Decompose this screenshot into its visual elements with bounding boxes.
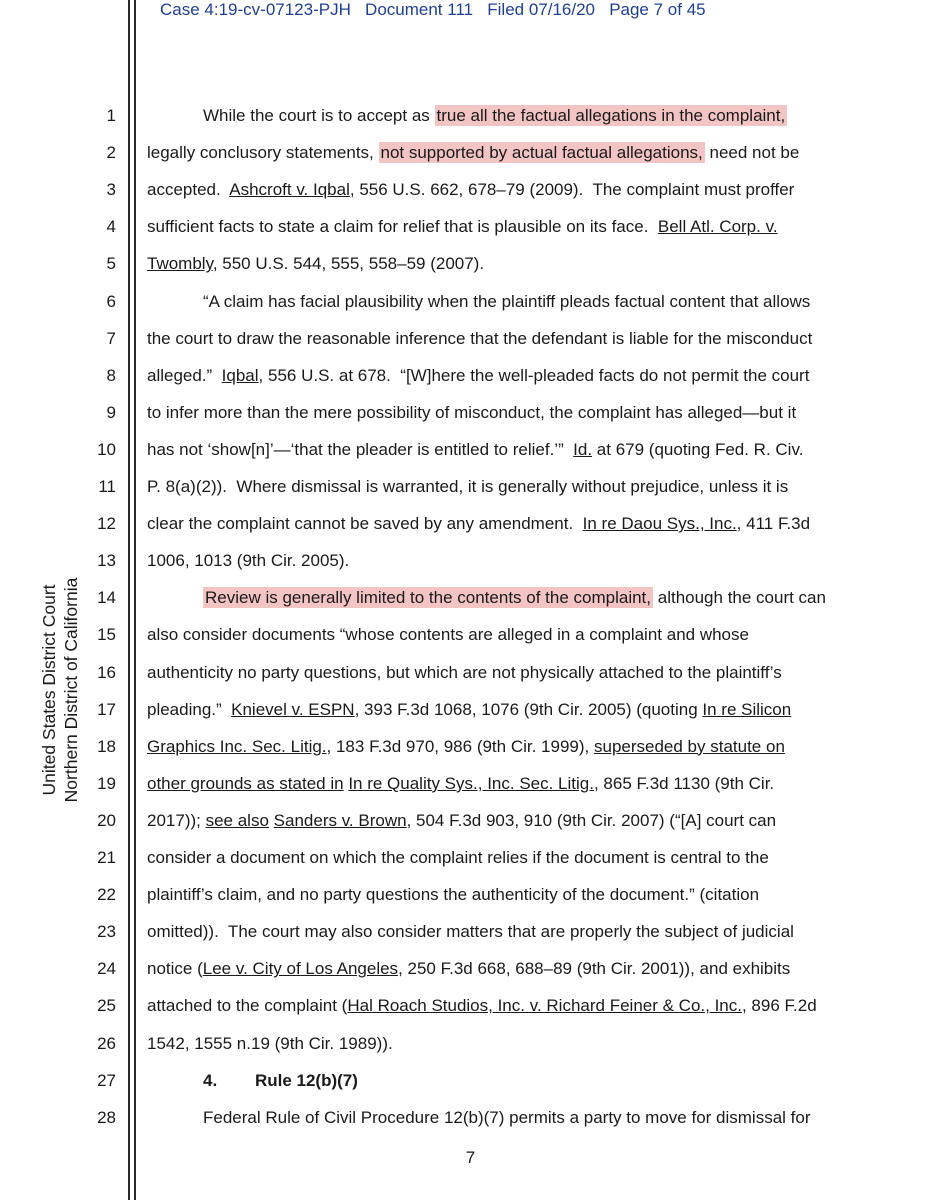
text-line xyxy=(147,366,809,386)
page-number: 7 xyxy=(465,1148,476,1167)
line-number: 17 xyxy=(97,699,116,719)
text-line xyxy=(203,292,810,312)
text-segment: , 183 F.3d 970, 986 (9th Cir. 1999), xyxy=(326,736,594,756)
line-number: 10 xyxy=(97,439,116,459)
text-segment: the court to draw the reasonable inference that the defendant is liable for the misconduct xyxy=(147,328,813,348)
text-line xyxy=(147,477,788,497)
page-of-total: Page 7 of 45 xyxy=(609,0,706,19)
line-number: 27 xyxy=(97,1070,116,1090)
citation: Ashcroft v. Iqbal xyxy=(229,180,350,200)
line-number: 1 xyxy=(106,106,116,125)
text-line xyxy=(147,700,791,720)
margin-rule-right xyxy=(134,0,136,1200)
line-number: 24 xyxy=(97,959,116,979)
text-segment: 2017)); xyxy=(147,810,206,830)
text-line xyxy=(147,403,796,423)
line-number: 12 xyxy=(97,514,116,534)
citation: Iqbal xyxy=(221,365,259,385)
text-line xyxy=(147,180,794,200)
line-number: 7 xyxy=(106,328,116,348)
text-line xyxy=(147,551,349,571)
court-district: Northern District of California xyxy=(61,577,81,803)
text-line xyxy=(147,625,749,645)
highlighted-text: true all the factual allegations in the complaint, xyxy=(436,106,786,125)
text-line xyxy=(203,1071,358,1091)
text-segment: attached to the complaint ( xyxy=(147,996,348,1016)
citation: see also xyxy=(205,810,269,830)
line-number: 22 xyxy=(97,885,116,905)
line-number: 16 xyxy=(97,662,116,682)
text-line xyxy=(147,217,778,237)
line-number: 23 xyxy=(97,922,116,942)
text-segment: alleged.” xyxy=(147,365,222,385)
line-number: 19 xyxy=(97,773,116,793)
text-line xyxy=(147,254,484,274)
text-segment: clear the complaint cannot be saved by any amendment. xyxy=(147,514,583,534)
text-segment: Federal Rule of Civil Procedure 12(b)(7) permits a party to move for dismissal for xyxy=(203,1107,811,1127)
citation: Twombly xyxy=(147,254,213,274)
line-number: 9 xyxy=(106,402,116,422)
text-segment: 1006, 1013 (9th Cir. 2005). xyxy=(147,551,350,571)
citation: Hal Roach Studios, Inc. v. Richard Feiner & Co., Inc. xyxy=(347,996,742,1016)
citation: In re Daou Sys., Inc. xyxy=(582,514,737,534)
citation: Knievel v. ESPN xyxy=(231,699,355,719)
text-segment: P. 8(a)(2)). Where dismissal is warranted, it is generally without prejudice, unless it is xyxy=(147,477,789,496)
text-segment: “A claim has facial plausibility when the plaintiff pleads factual content that allows xyxy=(203,291,811,311)
text-segment: accepted. xyxy=(147,180,230,200)
line-number: 15 xyxy=(97,625,116,645)
text-line xyxy=(147,959,790,979)
text-segment: , 550 U.S. 544, 555, 558–59 (2007). xyxy=(212,254,485,274)
line-number: 21 xyxy=(97,848,116,867)
citation: Lee v. City of Los Angeles xyxy=(202,959,399,979)
text-segment: , 250 F.3d 668, 688–89 (9th Cir. 2001)), and exhibits xyxy=(398,959,791,979)
line-number: 5 xyxy=(106,254,116,274)
text-segment: , 504 F.3d 903, 910 (9th Cir. 2007) (“[A] court can xyxy=(406,810,777,830)
text-line xyxy=(147,329,812,349)
text-line xyxy=(147,737,785,757)
text-segment: sufficient facts to state a claim for relief that is plausible on its face. xyxy=(147,217,658,237)
citation: Bell Atl. Corp. v. xyxy=(657,217,778,237)
text-segment: notice ( xyxy=(147,959,203,979)
text-line xyxy=(147,922,794,942)
line-number: 14 xyxy=(97,588,116,608)
text-segment: to infer more than the mere possibility of misconduct, the complaint has alleged—but it xyxy=(147,402,797,422)
case-number: Case 4:19-cv-07123-PJH xyxy=(160,0,351,19)
line-number: 28 xyxy=(97,1107,116,1127)
text-segment: plaintiff’s claim, and no party questions the authenticity of the document.” (citation xyxy=(147,885,760,905)
text-segment: pleading.” xyxy=(147,699,232,719)
line-number: 8 xyxy=(106,365,116,385)
text-line xyxy=(203,1108,811,1128)
margin-rule-left xyxy=(128,0,130,1200)
text-segment: While the court is to accept as xyxy=(203,106,435,125)
text-segment: omitted)). The court may also consider matters that are properly the subject of judicial xyxy=(147,922,794,942)
text-line xyxy=(147,996,817,1016)
text-segment: authenticity no party questions, but which are not physically attached to the plaintiff’s xyxy=(147,662,782,682)
court-name: United States District Court xyxy=(39,584,59,796)
text-segment: 1542, 1555 n.19 (9th Cir. 1989)). xyxy=(147,1033,393,1053)
text-line xyxy=(147,848,769,868)
text-line xyxy=(147,143,799,163)
citation: Graphics Inc. Sec. Litig. xyxy=(147,736,327,756)
text-segment: , 556 U.S. at 678. “[W]here the well-pleaded facts do not permit the court xyxy=(258,365,810,385)
line-number: 3 xyxy=(106,180,116,200)
text-line xyxy=(147,663,782,683)
citation: superseded by statute on xyxy=(593,736,785,756)
line-number: 26 xyxy=(97,1033,116,1053)
citation: In re Quality Sys., Inc. Sec. Litig. xyxy=(348,773,594,793)
section-heading: 4. Rule 12(b)(7) xyxy=(203,1070,358,1090)
text-segment: at 679 (quoting Fed. R. Civ. xyxy=(592,439,804,459)
text-segment: legally conclusory statements, xyxy=(147,143,379,163)
text-segment: consider a document on which the complaint relies if the document is central to the xyxy=(147,848,769,867)
line-number: 2 xyxy=(106,143,116,163)
line-number: 4 xyxy=(106,217,116,237)
line-number: 6 xyxy=(106,291,116,311)
text-line xyxy=(203,588,826,608)
document-header xyxy=(160,0,706,24)
text-segment: , 865 F.3d 1130 (9th Cir. xyxy=(593,773,775,793)
filed-date: Filed 07/16/20 xyxy=(487,0,596,19)
text-segment: , 556 U.S. 662, 678–79 (2009). The complaint must proffer xyxy=(349,180,795,200)
text-segment: , 896 F.2d xyxy=(741,996,817,1016)
text-segment: , 411 F.3d xyxy=(736,514,811,534)
highlighted-text: not supported by actual factual allegations, xyxy=(380,143,703,163)
text-line xyxy=(147,811,776,831)
text-segment: also consider documents “whose contents are alleged in a complaint and whose xyxy=(147,625,749,645)
text-line xyxy=(147,774,774,794)
text-segment: need not be xyxy=(704,143,800,163)
document-number: Document 111 xyxy=(365,0,474,19)
text-line xyxy=(147,885,759,905)
text-line xyxy=(147,440,803,460)
line-number: 13 xyxy=(97,551,116,571)
citation: Id. xyxy=(573,439,593,459)
text-segment: although the court can xyxy=(653,588,826,608)
text-segment: has not ‘show[n]’—‘that the pleader is entitled to relief.’” xyxy=(147,439,574,459)
line-number: 25 xyxy=(97,996,116,1016)
text-line xyxy=(203,106,787,126)
citation: In re Silicon xyxy=(702,699,792,719)
line-number: 18 xyxy=(97,736,116,756)
line-number: 20 xyxy=(97,810,116,830)
line-number: 11 xyxy=(98,477,116,496)
highlighted-text: Review is generally limited to the contents of the complaint, xyxy=(205,588,652,608)
text-line xyxy=(147,1034,393,1054)
citation: Sanders v. Brown xyxy=(273,810,407,830)
text-segment: , 393 F.3d 1068, 1076 (9th Cir. 2005) (quoting xyxy=(354,699,703,719)
citation: other grounds as stated in xyxy=(147,773,344,793)
text-line xyxy=(147,514,810,534)
